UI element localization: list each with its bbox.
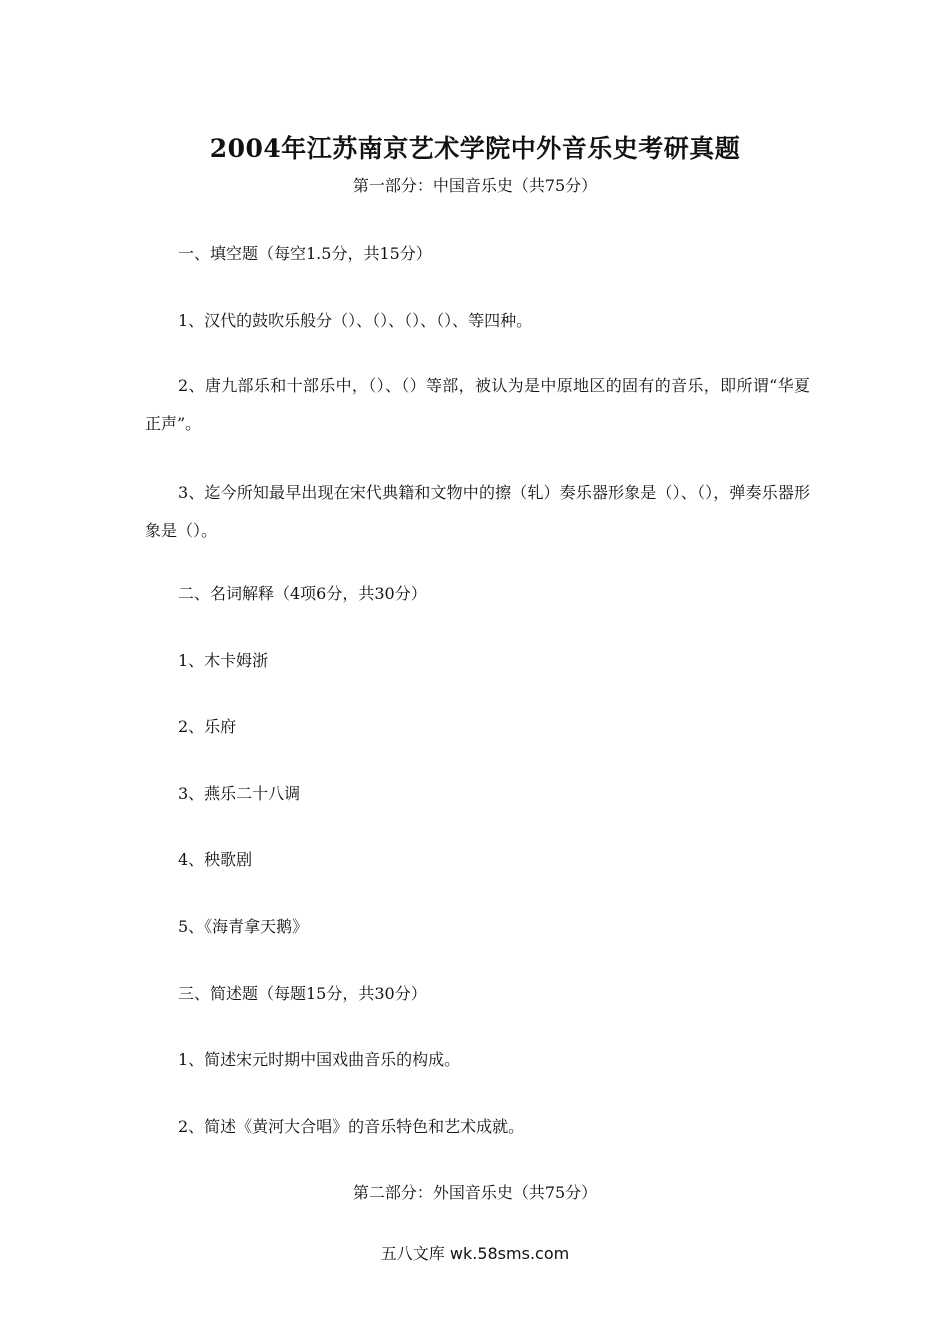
part2-heading: 第二部分：外国音乐史（共75分） bbox=[352, 1183, 598, 1202]
document-title: 2004年江苏南京艺术学院中外音乐史考研真题 bbox=[209, 134, 741, 163]
essay-item: 2、简述《黄河大合唱》的音乐特色和艺术成就。 bbox=[178, 1117, 525, 1136]
term-item: 4、秧歌剧 bbox=[178, 850, 253, 869]
question-1-2: 2、唐九部乐和十部乐中，（）、（）等部，被认为是中原地区的固有的音乐，即所谓“华夏正声”。 bbox=[145, 376, 810, 433]
essay-item: 1、简述宋元时期中国戏曲音乐的构成。 bbox=[178, 1050, 461, 1069]
term-item: 3、燕乐二十八调 bbox=[178, 784, 301, 803]
term-item: 2、乐府 bbox=[178, 717, 237, 736]
term-item: 1、木卡姆浙 bbox=[178, 651, 269, 670]
part1-heading: 第一部分：中国音乐史（共75分） bbox=[352, 176, 598, 195]
question-1-3: 3、迄今所知最早出现在宋代典籍和文物中的擦（轧）奏乐器形象是（）、（），弹奏乐器形象是（）。 bbox=[145, 483, 810, 540]
section2-heading: 二、名词解释（4项6分，共30分） bbox=[178, 584, 427, 603]
footer-watermark: 五八文库 wk.58sms.com bbox=[380, 1244, 570, 1263]
question-1-1: 1、汉代的鼓吹乐般分（）、（）、（）、（）、等四种。 bbox=[178, 311, 533, 330]
section3-heading: 三、简述题（每题15分，共30分） bbox=[178, 984, 427, 1003]
term-item: 5、《海青拿天鹅》 bbox=[178, 917, 309, 936]
section1-heading: 一、填空题（每空1.5分，共15分） bbox=[178, 244, 432, 263]
